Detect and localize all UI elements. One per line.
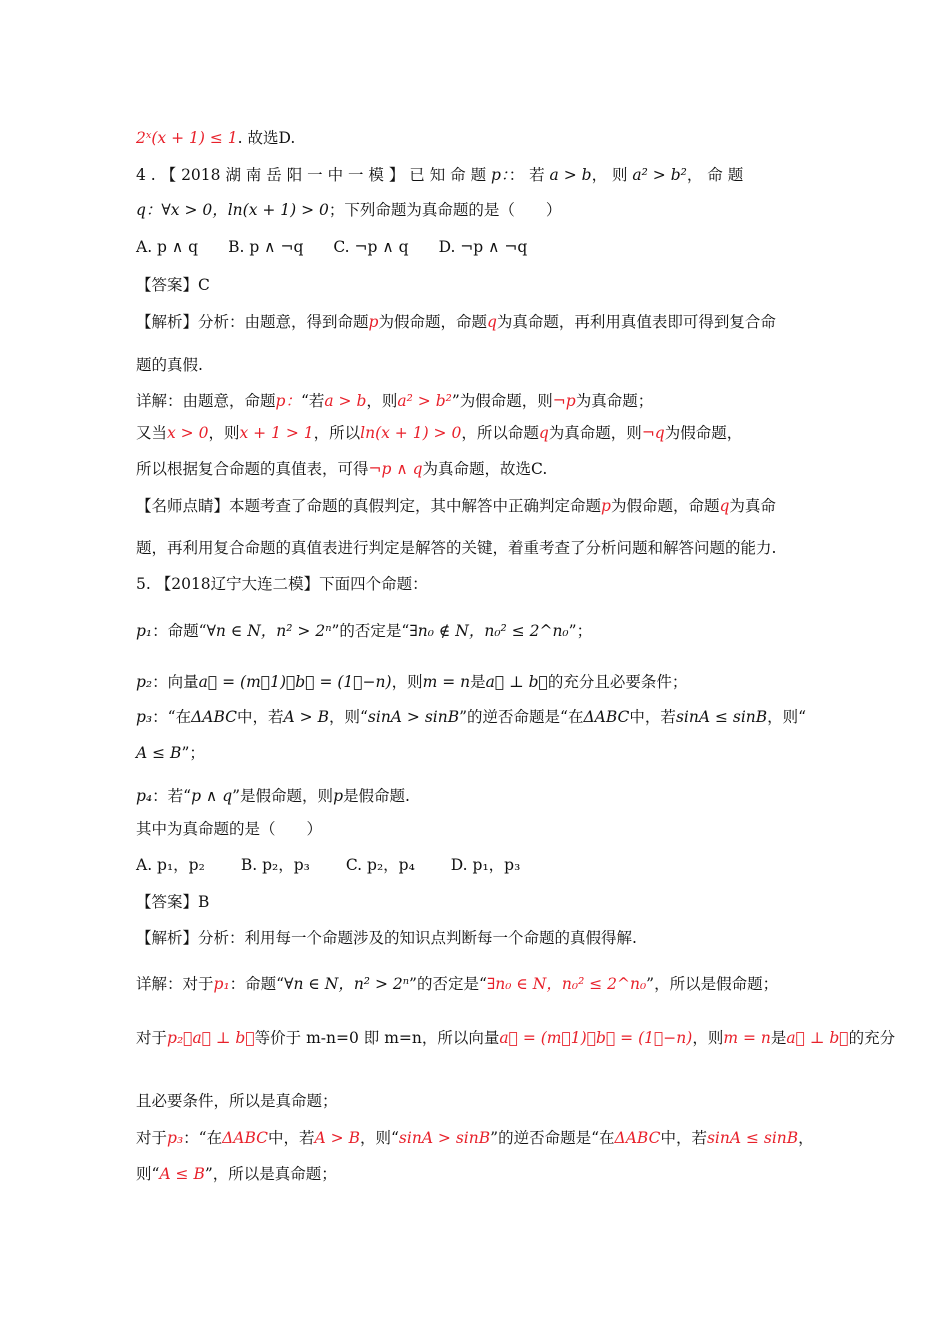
detail-5-p2-line-2: 且必要条件，所以是真命题； bbox=[136, 1092, 338, 1110]
proposition-p1: p₁：命题“∀n ∈ N，n² > 2ⁿ”的否定是“∃n₀ ∉ N，n₀² ≤ 2^n₀”； bbox=[136, 622, 593, 640]
option-b: B. p₂，p₃ bbox=[240, 856, 310, 874]
option-d: D. ¬p ∧ ¬q bbox=[438, 238, 528, 256]
line-prev-answer: 2ˣ(x + 1) ≤ 1. 故选D. bbox=[136, 129, 296, 147]
analysis-5: 【解析】分析：利用每一个命题涉及的知识点判断每一个命题的真假得解. bbox=[136, 929, 637, 947]
option-c: C. p₂，p₄ bbox=[345, 856, 415, 874]
tip-4-line-2: 题，再利用复合命题的真值表进行判定是解答的关键，着重考查了分析问题和解答问题的能力. bbox=[136, 539, 777, 557]
proposition-p3-line-1: p₃：“在ΔABC中，若A > B，则“sinA > sinB”的逆否命题是“在ΔABC中，若sinA ≤ sinB，则“ bbox=[136, 708, 807, 726]
answer-5: 【答案】B bbox=[136, 893, 210, 911]
detail-5-p3-line-1: 对于p₃：“在ΔABC中，若A > B，则“sinA > sinB”的逆否命题是“在ΔABC中，若sinA ≤ sinB， bbox=[136, 1129, 814, 1147]
analysis-4-line-1: 【解析】分析：由题意，得到命题p为假命题，命题q为真命题，再利用真值表即可得到复合命 bbox=[136, 313, 776, 331]
question-5-options bbox=[136, 854, 520, 876]
option-a: A. p ∧ q bbox=[136, 238, 199, 256]
question-4-line-2: q：∀x > 0，ln(x + 1) > 0；下列命题为真命题的是（ ） bbox=[136, 201, 562, 219]
detail-5-p1: 详解：对于p₁：命题“∀n ∈ N，n² > 2ⁿ”的否定是“∃n₀ ∈ N，n₀² ≤ 2^n₀”，所以是假命题； bbox=[136, 975, 779, 993]
question-5-prompt: 其中为真命题的是（ ） bbox=[136, 820, 323, 838]
analysis-4-line-2: 题的真假. bbox=[136, 356, 203, 374]
proposition-p2: p₂：向量a⃗ = (m，1)，b⃗ = (1，−n)，则m = n是a⃗ ⊥ b⃗的充分且必要条件； bbox=[136, 673, 688, 691]
question-4-options bbox=[136, 236, 527, 258]
option-b: B. p ∧ ¬q bbox=[228, 238, 304, 256]
proposition-p3-line-2: A ≤ B”； bbox=[136, 744, 205, 762]
question-4-line-1: 4 . 【 2018 湖 南 岳 阳 一 中 一 模 】 已 知 命 题 p：： 若 a > b， 则 a² > b²， 命 题 bbox=[136, 166, 744, 184]
answer-4: 【答案】C bbox=[136, 276, 210, 294]
detail-4-line-2: 又当x > 0，则x + 1 > 1，所以ln(x + 1) > 0，所以命题q为真命题，则¬q为假命题， bbox=[136, 424, 743, 442]
option-d: D. p₁，p₃ bbox=[450, 856, 521, 874]
option-c: C. ¬p ∧ q bbox=[333, 238, 409, 256]
question-5-title: 5. 【2018辽宁大连二模】下面四个命题： bbox=[136, 575, 428, 593]
tip-4-line-1: 【名师点睛】本题考查了命题的真假判定，其中解答中正确判定命题p为假命题，命题q为真命 bbox=[136, 497, 776, 515]
proposition-p4: p₄：若“p ∧ q”是假命题，则p是假命题. bbox=[136, 787, 410, 805]
math-expression: 2ˣ(x + 1) ≤ 1 bbox=[136, 129, 238, 147]
option-a: A. p₁，p₂ bbox=[136, 856, 205, 874]
detail-4-line-3: 所以根据复合命题的真值表，可得¬p ∧ q为真命题，故选C. bbox=[136, 460, 548, 478]
detail-4-line-1: 详解：由题意，命题p：“若a > b，则a² > b²”为假命题，则¬p为真命题； bbox=[136, 392, 654, 410]
detail-5-p3-line-2: 则“A ≤ B”，所以是真命题； bbox=[136, 1165, 337, 1183]
detail-5-p2-line-1: 对于p₂：a⃗ ⊥ b⃗等价于 m-n=0 即 m=n，所以向量a⃗ = (m，1)，b⃗ = (1，−n)，则m = n是a⃗ ⊥ b⃗的充分 bbox=[136, 1029, 896, 1047]
